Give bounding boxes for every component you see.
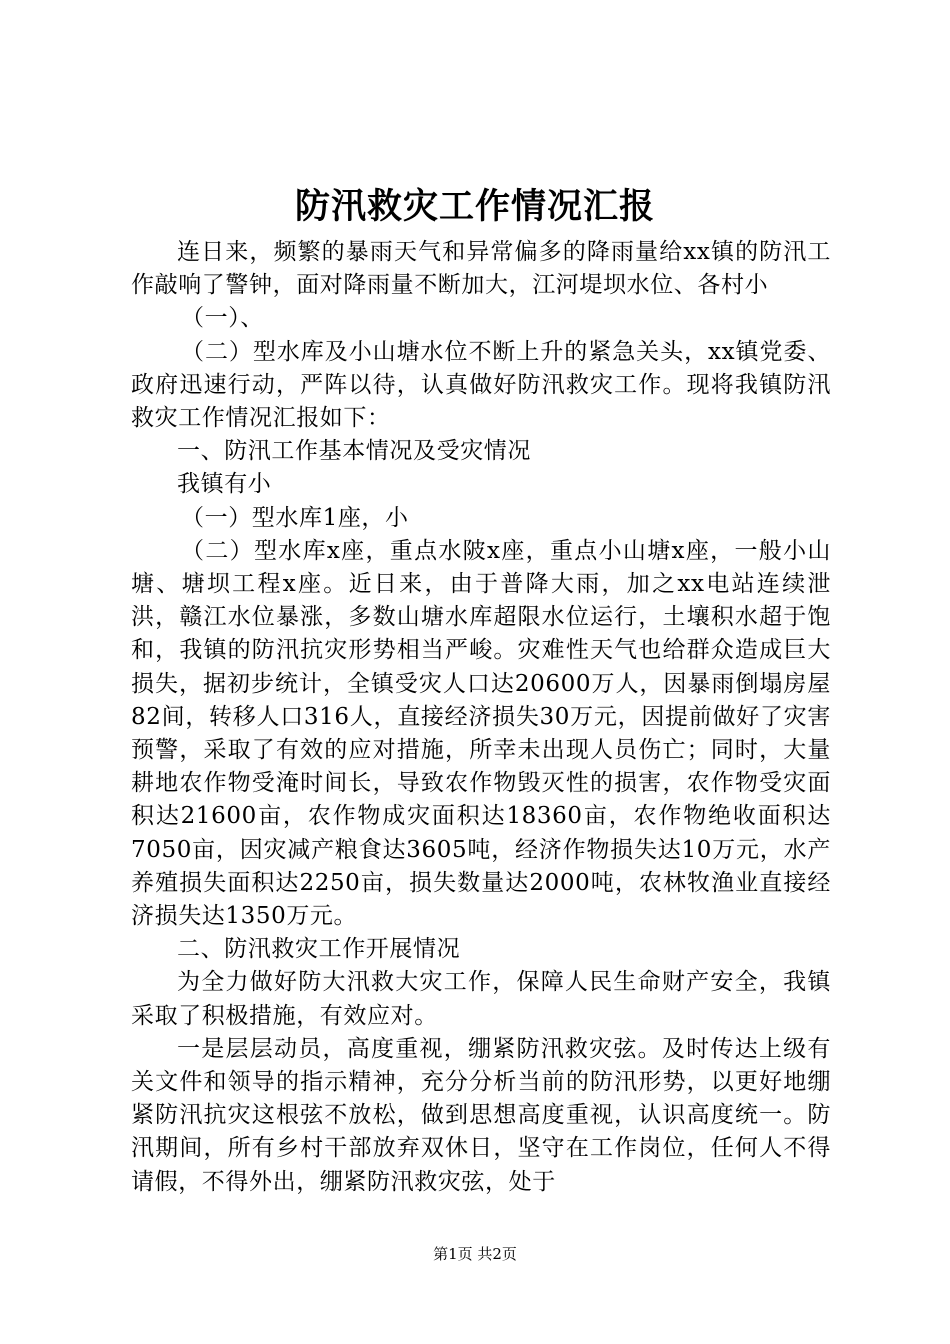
page-footer: 第1页 共2页 [433, 1245, 517, 1263]
paragraph-item-2: （二）型水库及小山塘水位不断上升的紧急关头，xx镇党委、政府迅速行动，严阵以待，认真做好防汛救灾工作。现将我镇防汛救灾工作情况汇报如下： [131, 338, 831, 432]
section-heading-1: 一、防汛工作基本情况及受灾情况 [177, 438, 531, 465]
document-title: 防汛救灾工作情况汇报 [294, 186, 655, 227]
paragraph-measures-intro: 为全力做好防大汛救大灾工作，保障人民生命财产安全，我镇采取了积极措施，有效应对。 [131, 969, 831, 1029]
section-heading-2: 二、防汛救灾工作开展情况 [177, 936, 461, 963]
paragraph-measure-1: 一是层层动员，高度重视，绷紧防汛救灾弦。及时传达上级有关文件和领导的指示精神，充分分析当前的防汛形势，以更好地绷紧防汛抗灾这根弦不放松，做到思想高度重视，认识高度统一。防汛期间，所有乡村干部放弃双休日，坚守在工作岗位，任何人不得请假，不得外出，绷紧防汛救灾弦，处于 [131, 1035, 831, 1195]
paragraph-reservoir-1: （一）型水库1座，小 [181, 504, 409, 531]
paragraph-item-1: （一）、 [181, 305, 264, 332]
document-body [131, 236, 831, 1199]
paragraph-town-intro: 我镇有小 [177, 471, 272, 498]
paragraph-intro: 连日来，频繁的暴雨天气和异常偏多的降雨量给xx镇的防汛工作敲响了警钟，面对降雨量不断加大，江河堤坝水位、各村小 [131, 239, 831, 299]
paragraph-disaster-details: （二）型水库x座，重点水陂x座，重点小山塘x座，一般小山塘、塘坝工程x座。近日来，由于普降大雨，加之xx电站连续泄洪，赣江水位暴涨，多数山塘水库超限水位运行，土壤积水超于饱和，我镇的防汛抗灾形势相当严峻。灾难性天气也给群众造成巨大损失，据初步统计，全镇受灾人口达20600万人，因暴雨倒塌房屋82间，转移人口316人，直接经济损失30万元，因提前做好了灾害预警，采取了有效的应对措施，所幸未出现人员伤亡；同时，大量耕地农作物受淹时间长，导致农作物毁灭性的损害，农作物受灾面积达21600亩，农作物成灾面积达18360亩，农作物绝收面积达7050亩，因灾减产粮食达3605吨，经济作物损失达10万元，水产养殖损失面积达2250亩，损失数量达2000吨，农林牧渔业直接经济损失达1350万元。 [131, 537, 831, 930]
